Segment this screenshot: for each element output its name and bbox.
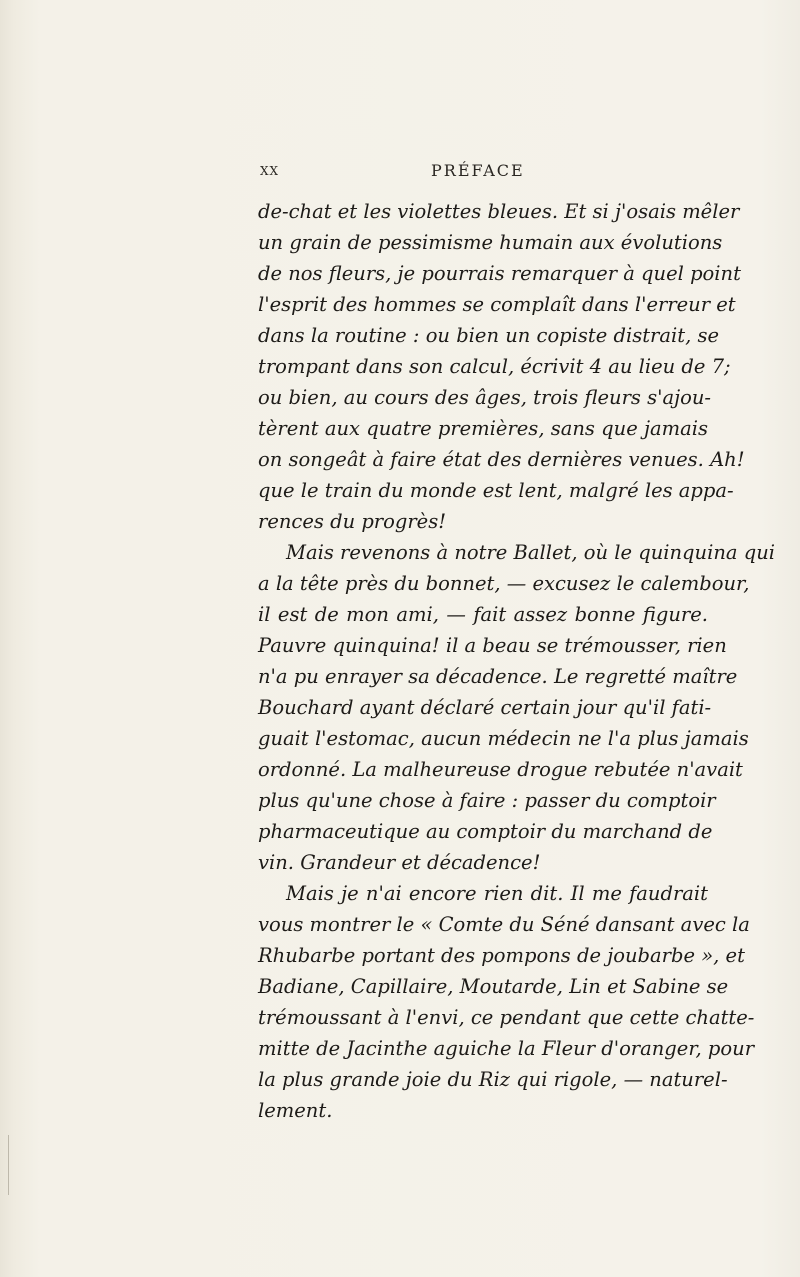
text-line: trémoussant à l'envi, ce pendant que cette chatte-	[258, 1006, 755, 1029]
running-title: PRÉFACE	[431, 161, 525, 180]
text-line: Badiane, Capillaire, Moutarde, Lin et Sabine se	[258, 975, 729, 998]
text-line: trompant dans son calcul, écrivit 4 au lieu de 7;	[258, 355, 731, 378]
text-line: de nos fleurs, je pourrais remarquer à quel point	[258, 262, 741, 285]
text-line: lement.	[258, 1099, 333, 1122]
text-line: Mais revenons à notre Ballet, où le quinquina qui	[286, 541, 775, 564]
text-line: il est de mon ami, — fait assez bonne figure.	[258, 603, 708, 626]
text-line: la plus grande joie du Riz qui rigole, — naturel-	[258, 1068, 728, 1091]
text-line: un grain de pessimisme humain aux évolutions	[258, 231, 723, 254]
text-line: de-chat et les violettes bleues. Et si j'osais mêler	[258, 200, 740, 223]
text-line: vin. Grandeur et décadence!	[258, 851, 541, 874]
text-line: on songeât à faire état des dernières venues. Ah!	[258, 448, 745, 471]
text-line: l'esprit des hommes se complaît dans l'erreur et	[258, 293, 736, 316]
text-line: tèrent aux quatre premières, sans que jamais	[258, 417, 708, 440]
text-line: Pauvre quinquina! il a beau se trémousser, rien	[258, 634, 727, 657]
text-line: ou bien, au cours des âges, trois fleurs s'ajou-	[258, 386, 712, 409]
text-line: dans la routine : ou bien un copiste distrait, se	[258, 324, 720, 347]
text-line: Bouchard ayant déclaré certain jour qu'il fati-	[258, 696, 712, 719]
paragraph-1	[258, 196, 745, 537]
text-line: vous montrer le « Comte du Séné dansant avec la	[258, 913, 750, 936]
text-line: pharmaceutique au comptoir du marchand de	[258, 820, 713, 843]
text-line: mitte de Jacinthe aguiche la Fleur d'oranger, pour	[258, 1037, 755, 1060]
text-line: rences du progrès!	[258, 510, 447, 533]
page-number: XX	[260, 164, 280, 178]
text-line: n'a pu enrayer sa décadence. Le regretté maître	[258, 665, 738, 688]
binding-edge	[2, 1135, 9, 1195]
paragraph-2	[258, 537, 775, 878]
text-line: guait l'estomac, aucun médecin ne l'a plus jamais	[258, 727, 749, 750]
text-line: ordonné. La malheureuse drogue rebutée n'avait	[258, 758, 743, 781]
text-line: que le train du monde est lent, malgré les appa-	[258, 479, 734, 502]
text-line: plus qu'une chose à faire : passer du comptoir	[258, 789, 716, 812]
text-line: Mais je n'ai encore rien dit. Il me faudrait	[286, 882, 708, 905]
paragraph-3	[258, 878, 755, 1126]
text-line: Rhubarbe portant des pompons de joubarbe », et	[258, 944, 745, 967]
body-text	[258, 196, 775, 1126]
text-line: a la tête près du bonnet, — excusez le calembour,	[258, 572, 750, 595]
